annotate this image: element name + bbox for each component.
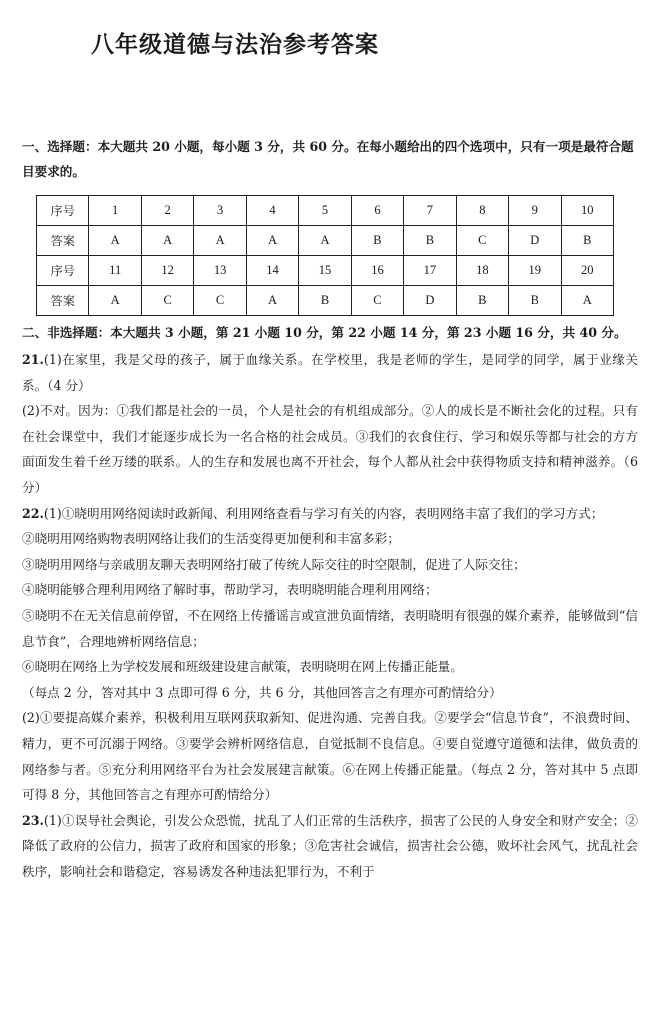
table-row-numbers-2 xyxy=(37,256,614,286)
answer-cell: C xyxy=(194,286,246,316)
q22-part-2: (2)①要提高媒介素养，积极利用互联网获取新知、促进沟通、完善自我。②要学会“信息节食”，不浪费时间、精力，更不可沉溺于网络。③要学会辨析网络信息，自觉抵制不良信息。④要自觉遵守道德和法律，做负责的网络参与者。⑤充分利用网络平台为社会发展建言献策。⑥在网上传播正能量。（每点 2 分，答对其中 5 点即可得 8 分，其他回答言之有理亦可酌情给分） xyxy=(22,710,638,803)
answer-cell: C xyxy=(141,286,193,316)
q22-point-6: ⑥晓明在网络上为学校发展和班级建设建言献策，表明晓明在网上传播正能量。 xyxy=(22,659,463,675)
q22-point-5: ⑤晓明不在无关信息前停留，不在网络上传播谣言或宣泄负面情绪，表明晓明有很强的媒介素养，能够做到“信息节食”，合理地辨析网络信息； xyxy=(22,607,638,649)
question-22 xyxy=(22,501,638,808)
answer-cell: B xyxy=(404,226,456,256)
question-number-label: 21. xyxy=(22,352,44,367)
answer-body xyxy=(22,347,638,884)
q21-part-1 xyxy=(22,347,638,398)
question-number: 2 xyxy=(141,196,193,226)
question-number: 11 xyxy=(89,256,141,286)
section-1-heading: 一、选择题：本大题共 20 小题，每小题 3 分，共 60 分。在每小题给出的四个选项中，只有一项是最符合题目要求的。 xyxy=(22,139,634,179)
question-23 xyxy=(22,808,638,885)
q22-point-2: ②晓明用网络购物表明网络让我们的生活变得更加便利和丰富多彩； xyxy=(22,531,400,547)
row-label-number: 序号 xyxy=(37,256,89,286)
answer-cell: C xyxy=(456,226,508,256)
section-2-heading: 二、非选择题：本大题共 3 小题，第 21 小题 10 分，第 22 小题 14 分，第 23 小题 16 分，共 40 分。 xyxy=(22,325,627,340)
paragraph-text: (1)①误导社会舆论，引发公众恐慌，扰乱了人们正常的生活秩序，损害了公民的人身安全和财产安全；②降低了政府的公信力，损害了政府和国家的形象；③危害社会诚信，损害社会公德，败坏社会风气，扰乱社会秩序，影响社会和谐稳定，容易诱发各种违法犯罪行为，不利于 xyxy=(22,812,638,879)
question-number: 3 xyxy=(194,196,246,226)
question-number: 17 xyxy=(404,256,456,286)
q21-part-2: (2)不对。因为：①我们都是社会的一员，个人是社会的有机组成部分。②人的成长是不断社会化的过程。只有在社会课堂中，我们才能逐步成长为一名合格的社会成员。③我们的衣食住行、学习和娱乐等都与社会的方方面面发生着千丝万缕的联系。人的生存和发展也离不开社会，每个人都从社会中获得物质支持和精神滋养。（6 分） xyxy=(22,403,638,495)
q22-point-4: ④晓明能够合理利用网络了解时事，帮助学习，表明晓明能合理利用网络； xyxy=(22,582,438,598)
answer-cell: A xyxy=(246,226,298,256)
question-number: 13 xyxy=(194,256,246,286)
question-number: 20 xyxy=(561,256,613,286)
question-number: 8 xyxy=(456,196,508,226)
answer-cell: C xyxy=(351,286,403,316)
table-row-numbers-1 xyxy=(37,196,614,226)
question-number: 18 xyxy=(456,256,508,286)
question-number: 6 xyxy=(351,196,403,226)
q22-scoring-note: （每点 2 分，答对其中 3 点即可得 6 分，共 6 分，其他回答言之有理亦可酌情给分） xyxy=(22,684,502,700)
answer-table xyxy=(36,195,614,316)
answer-cell: A xyxy=(246,286,298,316)
question-number: 9 xyxy=(509,196,561,226)
question-number: 1 xyxy=(89,196,141,226)
question-number: 19 xyxy=(509,256,561,286)
answer-cell: B xyxy=(299,286,351,316)
paragraph-text: (1)①晓明用网络阅读时政新闻、利用网络查看与学习有关的内容，表明网络丰富了我们的学习方式； xyxy=(43,505,604,521)
table-row-answers-1 xyxy=(37,226,614,256)
question-number-label: 22. xyxy=(22,505,44,521)
row-label-answer: 答案 xyxy=(37,226,89,256)
answer-cell: A xyxy=(299,226,351,256)
question-number-label: 23. xyxy=(22,812,44,828)
answer-cell: A xyxy=(194,226,246,256)
row-label-number: 序号 xyxy=(37,196,89,226)
answer-cell: B xyxy=(456,286,508,316)
question-number: 16 xyxy=(351,256,403,286)
question-number: 12 xyxy=(141,256,193,286)
question-number: 10 xyxy=(561,196,613,226)
answer-cell: A xyxy=(141,226,193,256)
answer-cell: B xyxy=(509,286,561,316)
page-title: 八年级道德与法治参考答案 xyxy=(91,31,379,58)
table-row-answers-2 xyxy=(37,286,614,316)
q22-point-3: ③晓明用网络与亲戚朋友聊天表明网络打破了传统人际交往的时空限制，促进了人际交往； xyxy=(22,556,526,572)
answer-cell: A xyxy=(89,286,141,316)
answer-cell: B xyxy=(561,226,613,256)
row-label-answer: 答案 xyxy=(37,286,89,316)
q23-part-1 xyxy=(22,808,638,885)
paragraph-text: (1)在家里，我是父母的孩子，属于血缘关系。在学校里，我是老师的学生，是同学的同学，属于业缘关系。（4 分） xyxy=(22,352,638,393)
answer-cell: D xyxy=(509,226,561,256)
answer-cell: B xyxy=(351,226,403,256)
question-number: 14 xyxy=(246,256,298,286)
question-number: 15 xyxy=(299,256,351,286)
answer-cell: A xyxy=(89,226,141,256)
question-number: 4 xyxy=(246,196,298,226)
answer-cell: D xyxy=(404,286,456,316)
answer-cell: A xyxy=(561,286,613,316)
question-number: 5 xyxy=(299,196,351,226)
q22-part-1 xyxy=(22,501,638,527)
question-number: 7 xyxy=(404,196,456,226)
question-21 xyxy=(22,347,638,501)
